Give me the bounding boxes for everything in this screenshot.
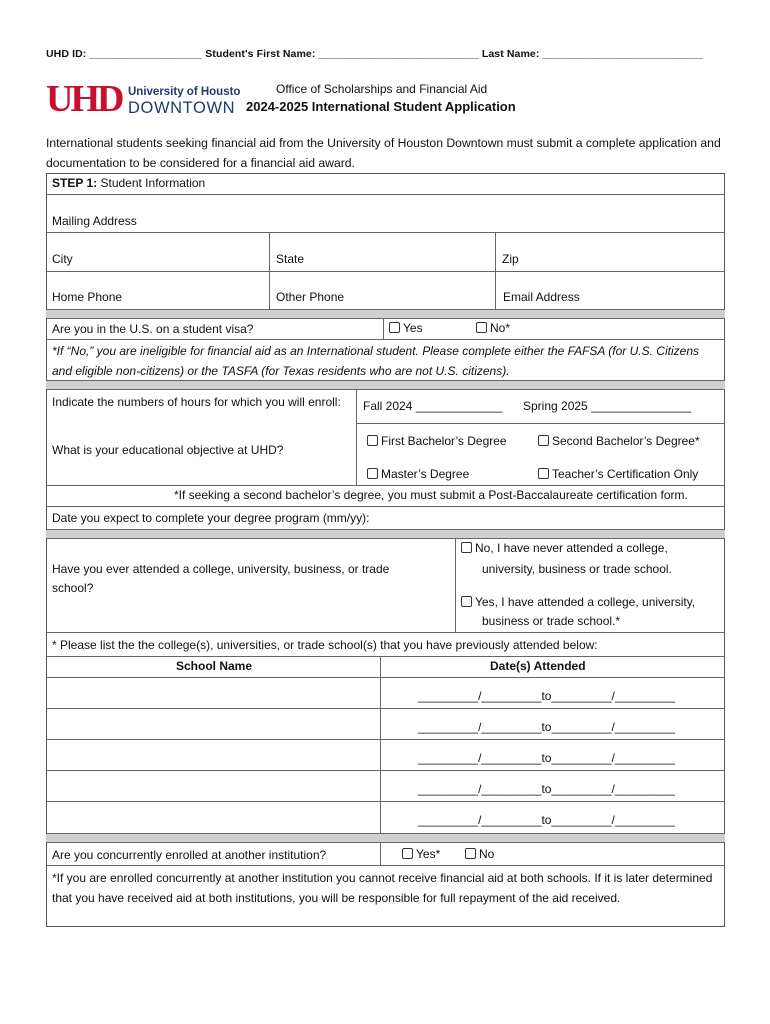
home-phone-field[interactable]: Home Phone <box>52 290 123 304</box>
masters-option[interactable]: Master’s Degree <box>367 467 469 481</box>
other-phone-field[interactable]: Other Phone <box>276 290 345 304</box>
checkbox-icon[interactable] <box>538 468 549 479</box>
city-field[interactable]: City <box>52 252 73 266</box>
schools-instruction: * Please list the the college(s), universities, or trade school(s) that you have previously attended below: <box>52 638 598 652</box>
second-bachelors-option[interactable]: Second Bachelor’s Degree* <box>538 434 700 448</box>
checkbox-icon[interactable] <box>461 542 472 553</box>
checkbox-icon[interactable] <box>367 468 378 479</box>
first-bachelors-option[interactable]: First Bachelor’s Degree <box>367 434 507 448</box>
completion-date-field[interactable]: Date you expect to complete your degree program (mm/yy): <box>52 511 370 525</box>
checkbox-icon[interactable] <box>476 322 487 333</box>
concurrent-yes-option[interactable]: Yes* <box>402 847 440 861</box>
step1-heading: STEP 1: Student Information <box>52 176 206 190</box>
page-title: 2024-2025 International Student Application <box>246 99 516 114</box>
concurrent-question: Are you concurrently enrolled at another institution? <box>52 848 327 862</box>
student-id-name-line: UHD ID: ___________________ Student's First Name: ___________________________ Last Name: ___________________________ <box>46 48 703 60</box>
email-field[interactable]: Email Address <box>503 290 580 304</box>
hours-question: Indicate the numbers of hours for which you will enroll: <box>52 395 341 409</box>
attended-yes-option[interactable]: Yes, I have attended a college, university, <box>461 595 695 609</box>
logo-university-text: University of Houston <box>128 86 241 98</box>
attended-question: Have you ever attended a college, university, business, or trade school? <box>52 562 390 595</box>
zip-field[interactable]: Zip <box>502 252 519 266</box>
concurrent-note: *If you are enrolled concurrently at another institution you cannot receive financial aid at both schools. If it is later determined that you have received aid at both institutions, you will be responsible for full repayment of the aid received. <box>52 871 713 905</box>
column-school-name: School Name <box>176 659 253 673</box>
second-bachelors-note: *If seeking a second bachelor’s degree, you must submit a Post-Baccalaureate certification form. <box>174 488 688 502</box>
attended-no-text-line2: university, business or trade school. <box>482 562 672 576</box>
svg-text:UHD: UHD <box>46 80 122 118</box>
visa-note: *If “No,” you are ineligible for financial aid as an International student. Please complete either the FAFSA (for U.S. Citizens and eligible non-citizens) or the TASFA (for Texas residents who are not U.S. citizens). <box>52 344 699 378</box>
visa-no-option[interactable]: No* <box>476 321 510 335</box>
spring-hours-field[interactable]: Spring 2025 _______________ <box>523 399 692 413</box>
dates-attended-cell[interactable]: _________/_________to_________/_________ <box>418 689 675 703</box>
checkbox-icon[interactable] <box>367 435 378 446</box>
attended-yes-text-line2: business or trade school.* <box>482 614 621 628</box>
concurrent-no-option[interactable]: No <box>465 847 494 861</box>
dates-attended-cell[interactable]: _________/_________to_________/_________ <box>418 782 675 796</box>
visa-yes-option[interactable]: Yes <box>389 321 423 335</box>
visa-question: Are you in the U.S. on a student visa? <box>52 322 254 336</box>
checkbox-icon[interactable] <box>389 322 400 333</box>
checkbox-icon[interactable] <box>538 435 549 446</box>
dates-attended-cell[interactable]: _________/_________to_________/_________ <box>418 813 675 827</box>
dates-attended-cell[interactable]: _________/_________to_________/_________ <box>418 751 675 765</box>
attended-no-option[interactable]: No, I have never attended a college, <box>461 541 668 555</box>
teacher-certification-option[interactable]: Teacher’s Certification Only <box>538 467 698 481</box>
dates-attended-cell[interactable]: _________/_________to_________/_________ <box>418 720 675 734</box>
intro-text: International students seeking financial aid from the University of Houston Downtown must submit a complete application and documentation to be considered for a financial aid award. <box>46 136 721 170</box>
logo-campus-text: DOWNTOWN <box>128 99 236 117</box>
mailing-address-field[interactable]: Mailing Address <box>52 214 137 228</box>
checkbox-icon[interactable] <box>465 848 476 859</box>
objective-question: What is your educational objective at UHD? <box>52 443 284 457</box>
fall-hours-field[interactable]: Fall 2024 _____________ <box>363 399 503 413</box>
uhd-logo <box>46 80 241 118</box>
state-field[interactable]: State <box>276 252 305 266</box>
checkbox-icon[interactable] <box>461 596 472 607</box>
checkbox-icon[interactable] <box>402 848 413 859</box>
column-dates-attended: Date(s) Attended <box>490 659 586 673</box>
office-name: Office of Scholarships and Financial Aid <box>276 82 488 96</box>
